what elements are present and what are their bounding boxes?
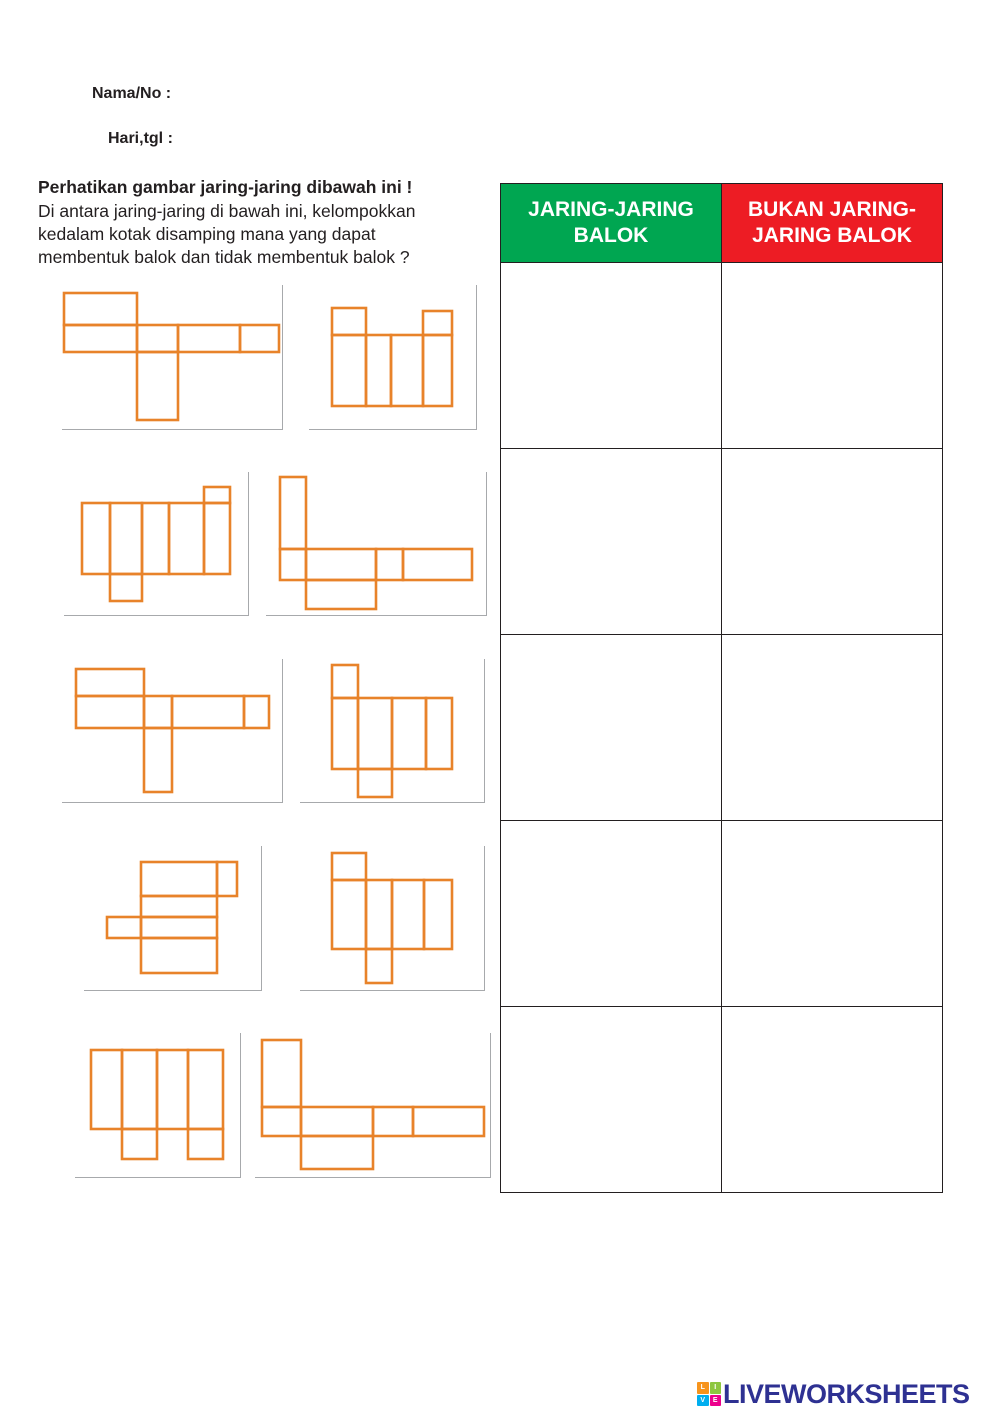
net-face bbox=[358, 769, 392, 797]
header-balok-line1: JARING-JARING bbox=[528, 198, 694, 221]
net-face bbox=[144, 696, 172, 728]
net-face bbox=[413, 1107, 484, 1136]
net-face bbox=[423, 311, 452, 335]
instructions-title: Perhatikan gambar jaring-jaring dibawah ini ! bbox=[38, 177, 413, 197]
net-face bbox=[137, 325, 178, 352]
net-face bbox=[262, 1040, 301, 1107]
net-face bbox=[110, 574, 142, 601]
net-card-6[interactable] bbox=[300, 659, 484, 802]
net-face bbox=[144, 728, 172, 792]
net-face bbox=[188, 1129, 223, 1159]
instructions-line-1: Di antara jaring-jaring di bawah ini, kelompokkan bbox=[38, 201, 416, 221]
net-face bbox=[391, 335, 423, 406]
sort-table bbox=[500, 183, 943, 1193]
drop-cell-bukan-1[interactable] bbox=[722, 263, 943, 449]
logo-letter-i: I bbox=[710, 1382, 722, 1394]
cuboid-net-drawing bbox=[300, 846, 484, 990]
net-card-2[interactable] bbox=[309, 285, 476, 429]
net-face bbox=[122, 1050, 157, 1129]
liveworksheets-watermark bbox=[697, 1378, 970, 1410]
net-card-5[interactable] bbox=[62, 659, 282, 802]
date-label: Hari,tgl : bbox=[108, 130, 173, 147]
cuboid-net-drawing bbox=[64, 472, 248, 615]
net-face bbox=[301, 1107, 373, 1136]
net-face bbox=[373, 1107, 413, 1136]
net-face bbox=[392, 880, 424, 949]
net-face bbox=[423, 335, 452, 406]
drop-cell-balok-5[interactable] bbox=[501, 1007, 722, 1193]
net-face bbox=[301, 1136, 373, 1169]
net-face bbox=[169, 503, 204, 574]
net-face bbox=[332, 665, 358, 698]
net-card-10[interactable] bbox=[255, 1033, 490, 1177]
name-label: Nama/No : bbox=[92, 85, 172, 102]
header-balok-line2: BALOK bbox=[573, 224, 649, 247]
watermark-text: LIVEWORKSHEETS bbox=[723, 1378, 970, 1409]
net-face bbox=[366, 880, 392, 949]
net-face bbox=[204, 503, 230, 574]
net-card-8[interactable] bbox=[300, 846, 484, 990]
net-card-1[interactable] bbox=[62, 285, 282, 429]
cuboid-net-drawing bbox=[75, 1033, 240, 1177]
header-balok bbox=[501, 184, 722, 263]
net-face bbox=[332, 335, 366, 406]
net-face bbox=[188, 1050, 223, 1129]
net-face bbox=[141, 917, 217, 938]
header-bukan-line1: BUKAN JARING- bbox=[748, 198, 916, 221]
net-face bbox=[306, 580, 376, 609]
net-face bbox=[137, 352, 178, 420]
net-face bbox=[262, 1107, 301, 1136]
net-face bbox=[64, 293, 137, 325]
net-face bbox=[332, 308, 366, 335]
net-face bbox=[142, 503, 169, 574]
cuboid-net-drawing bbox=[266, 472, 486, 615]
cuboid-net-drawing bbox=[300, 659, 484, 802]
net-card-3[interactable] bbox=[64, 472, 248, 615]
net-face bbox=[110, 503, 142, 574]
net-card-7[interactable] bbox=[84, 846, 261, 990]
drop-cell-bukan-2[interactable] bbox=[722, 449, 943, 635]
net-face bbox=[91, 1050, 122, 1129]
cuboid-net-drawing bbox=[62, 659, 282, 802]
drop-cell-bukan-4[interactable] bbox=[722, 821, 943, 1007]
logo-letter-l: L bbox=[697, 1382, 709, 1394]
drop-cell-balok-2[interactable] bbox=[501, 449, 722, 635]
instructions-line-2: kedalam kotak disamping mana yang dapat bbox=[38, 224, 376, 244]
net-face bbox=[76, 669, 144, 696]
drop-cell-bukan-5[interactable] bbox=[722, 1007, 943, 1193]
net-face bbox=[244, 696, 269, 728]
cuboid-net-drawing bbox=[62, 285, 282, 429]
net-face bbox=[392, 698, 426, 769]
net-face bbox=[280, 549, 306, 580]
net-face bbox=[426, 698, 452, 769]
instructions-line-3: membentuk balok dan tidak membentuk balok ? bbox=[38, 247, 410, 267]
net-face bbox=[107, 917, 141, 938]
net-face bbox=[280, 477, 306, 549]
net-face bbox=[366, 949, 392, 983]
net-face bbox=[366, 335, 391, 406]
header-bukan-line2: JARING BALOK bbox=[752, 224, 912, 247]
cuboid-net-drawing bbox=[309, 285, 476, 429]
net-face bbox=[178, 325, 240, 352]
logo-letter-v: V bbox=[697, 1395, 709, 1407]
net-face bbox=[204, 487, 230, 503]
net-face bbox=[332, 853, 366, 880]
drop-cell-balok-4[interactable] bbox=[501, 821, 722, 1007]
net-face bbox=[403, 549, 472, 580]
cuboid-net-drawing bbox=[84, 846, 261, 990]
net-face bbox=[64, 325, 137, 352]
net-face bbox=[157, 1050, 188, 1129]
net-face bbox=[358, 698, 392, 769]
net-face bbox=[76, 696, 144, 728]
net-face bbox=[424, 880, 452, 949]
net-face bbox=[332, 880, 366, 949]
net-face bbox=[122, 1129, 157, 1159]
net-face bbox=[332, 698, 358, 769]
net-face bbox=[141, 896, 217, 917]
drop-cell-balok-1[interactable] bbox=[501, 263, 722, 449]
net-face bbox=[306, 549, 376, 580]
net-face bbox=[376, 549, 403, 580]
net-face bbox=[240, 325, 279, 352]
net-face bbox=[172, 696, 244, 728]
logo-letter-e: E bbox=[710, 1395, 722, 1407]
cuboid-net-drawing bbox=[255, 1033, 490, 1177]
net-card-4[interactable] bbox=[266, 472, 486, 615]
liveworksheets-logo-icon bbox=[697, 1382, 721, 1406]
drop-cell-bukan-3[interactable] bbox=[722, 635, 943, 821]
net-face bbox=[141, 938, 217, 973]
net-card-9[interactable] bbox=[75, 1033, 240, 1177]
net-face bbox=[82, 503, 110, 574]
header-bukan-balok bbox=[722, 184, 943, 263]
net-face bbox=[217, 862, 237, 896]
net-face bbox=[141, 862, 217, 896]
drop-cell-balok-3[interactable] bbox=[501, 635, 722, 821]
